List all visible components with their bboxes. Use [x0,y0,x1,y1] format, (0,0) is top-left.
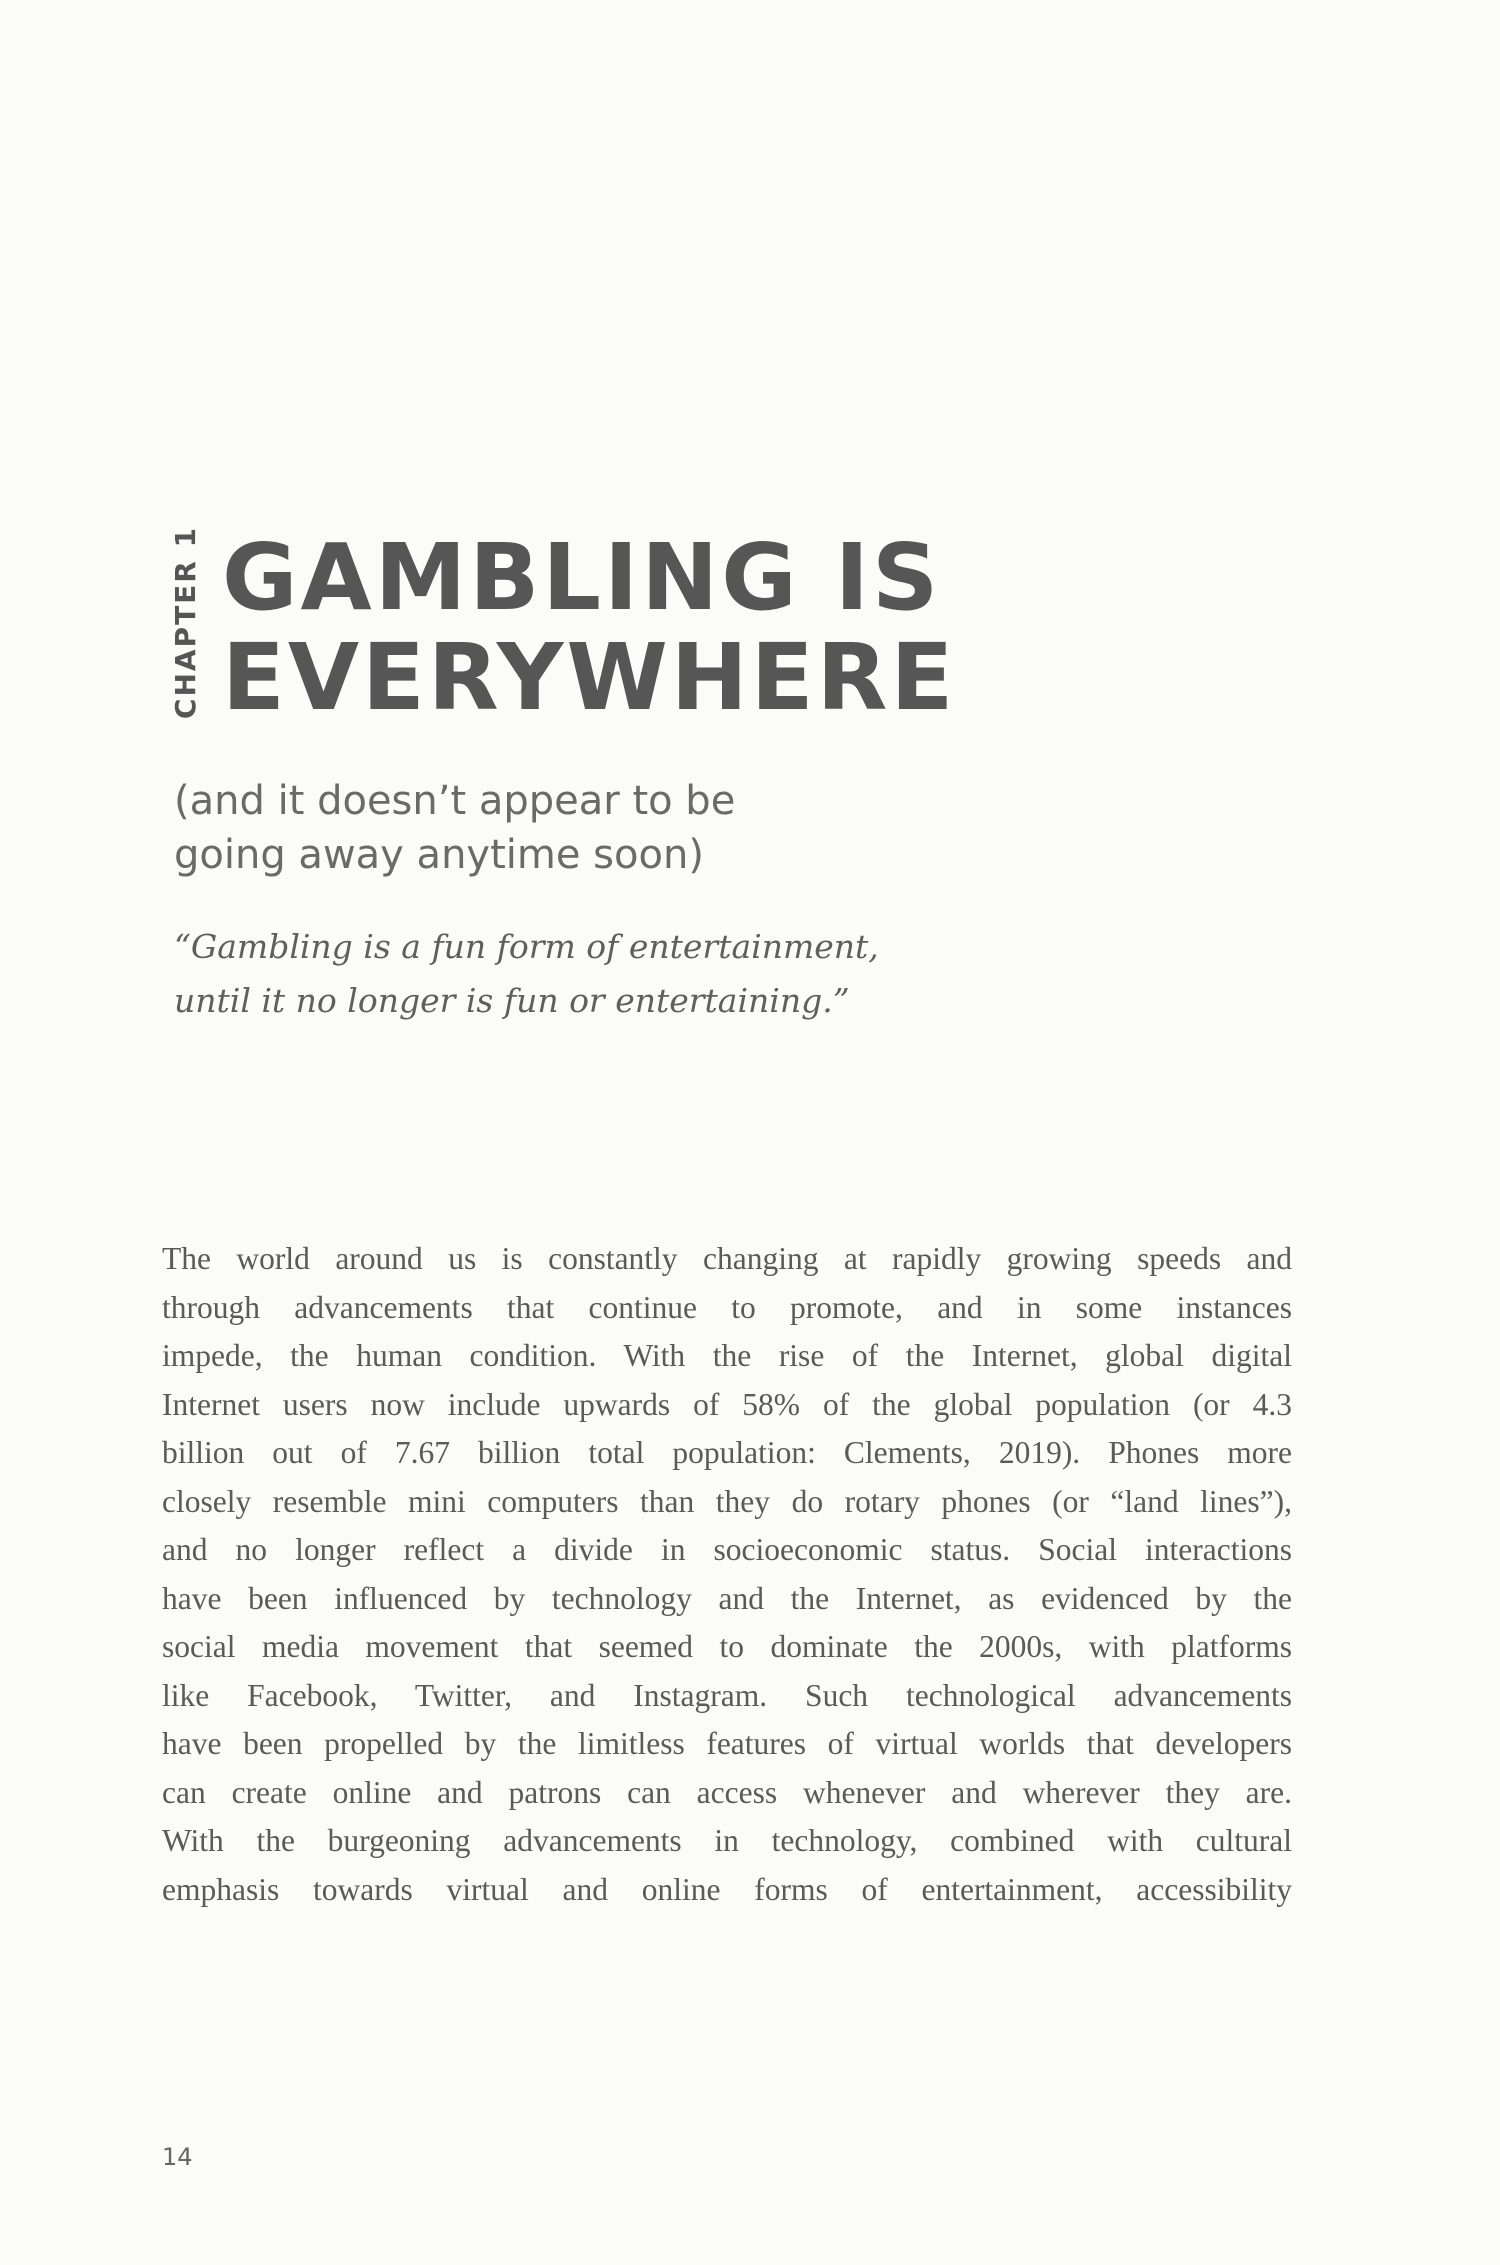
body-line: can create online and patrons can access whenever and wherever they are. [162,1774,1292,1810]
chapter-label [158,525,214,719]
body-line: through advancements that continue to promote, and in some instances [162,1289,1292,1325]
epigraph-quote [174,920,879,1028]
chapter-subtitle-line-1: (and it doesn’t appear to be [174,778,736,824]
body-line: like Facebook, Twitter, and Instagram. Such technological advancements [162,1677,1292,1713]
body-line: and no longer reflect a divide in socioeconomic status. Social interactions [162,1532,1292,1567]
epigraph-line-2: until it no longer is fun or entertaining.” [174,981,850,1020]
body-paragraph [162,1235,1292,1914]
chapter-subtitle [174,774,735,882]
chapter-title [222,524,957,731]
body-line: have been influenced by technology and the Internet, as evidenced by the [162,1580,1292,1616]
body-line: The world around us is constantly changing at rapidly growing speeds and [162,1241,1292,1276]
chapter-subtitle-line-2: going away anytime soon) [174,832,704,878]
epigraph-line-1: “Gambling is a fun form of entertainment, [174,927,879,966]
body-line: closely resemble mini computers than they do rotary phones (or “land lines”), [162,1483,1292,1519]
page-number: 14 [162,2143,193,2171]
body-line: billion out of 7.67 billion total population: Clements, 2019). Phones more [162,1435,1292,1470]
body-line: With the burgeoning advancements in technology, combined with cultural [162,1823,1292,1858]
chapter-label-text: CHAPTER 1 [169,525,203,719]
body-line: emphasis towards virtual and online forms of entertainment, accessibility [162,1871,1292,1907]
body-line: Internet users now include upwards of 58% of the global population (or 4.3 [162,1386,1292,1422]
body-line: impede, the human condition. With the rise of the Internet, global digital [162,1338,1292,1373]
chapter-title-line-2: EVERYWHERE [222,624,957,731]
chapter-title-line-1: GAMBLING IS [222,524,942,631]
body-line: have been propelled by the limitless features of virtual worlds that developers [162,1726,1292,1761]
body-line: social media movement that seemed to dominate the 2000s, with platforms [162,1629,1292,1664]
